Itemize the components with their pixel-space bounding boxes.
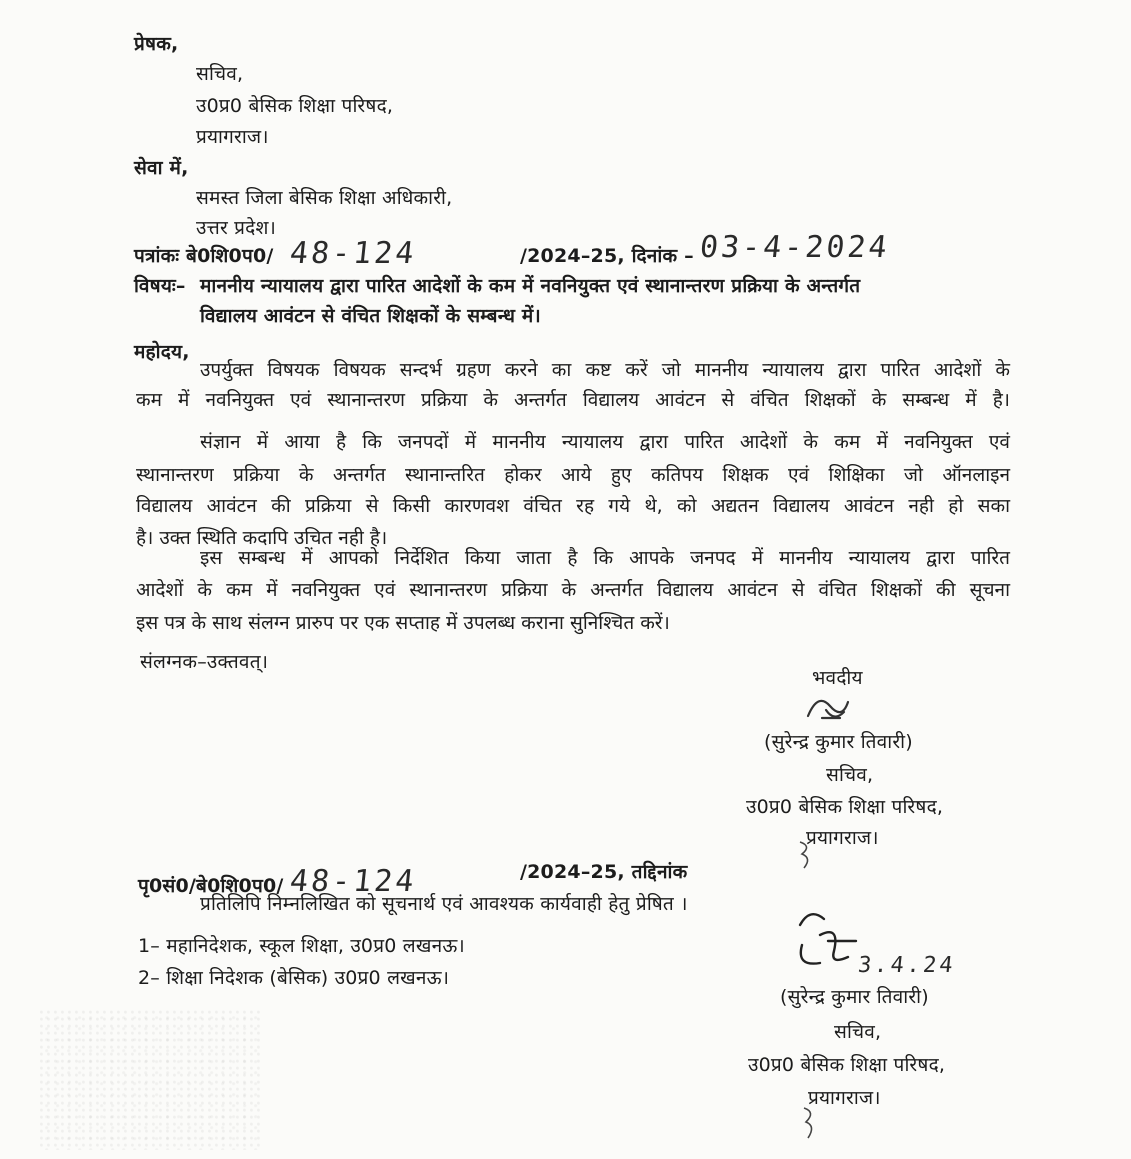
reference-number-handwritten: 48-124 <box>288 236 419 271</box>
salutation: महोदय, <box>134 341 190 363</box>
initial-mark-2 <box>800 1104 820 1142</box>
subject-label: विषयः– <box>134 275 186 297</box>
signatory1-title: सचिव, <box>826 764 874 786</box>
recipient-heading: सेवा में, <box>134 157 189 179</box>
body-para1-line2: कम में नवनियुक्त एवं स्थानान्तरण प्रक्रिया के अन्तर्गत विद्यालय आवंटन से वंचित शिक्षकों के सम्बन्ध में है। <box>136 389 1010 411</box>
signatory1-city: प्रयागराज। <box>806 827 879 849</box>
body-para1-line1: उपर्युक्त विषयक विषयक सन्दर्भ ग्रहण करने का कष्ट करें जो माननीय न्यायालय द्वारा पारित आदेशों के <box>200 359 1010 381</box>
copy-year: /2024–25, तद्दिनांक <box>520 861 688 883</box>
reference-prefix: पत्रांकः बे0शि0प0/ <box>134 245 274 267</box>
body-para2-line2: स्थानान्तरण प्रक्रिया के अन्तर्गत स्थानान्तरित होकर आये हुए कतिपय शिक्षक एवं शिक्षिका जो ऑनलाइन <box>136 464 1010 486</box>
initial-mark-1 <box>796 838 816 872</box>
copy-intro: प्रतिलिपि निम्नलिखित को सूचनार्थ एवं आवश्यक कार्यवाही हेतु प्रेषित । <box>200 893 688 915</box>
body-para2-line4: है। उक्त स्थिति कदापि उचित नही है। <box>136 527 388 549</box>
body-para3-line3: इस पत्र के साथ संलग्न प्रारुप पर एक सप्ताह में उपलब्ध कराना सुनिश्चित करें। <box>136 612 670 634</box>
signature-mark-1 <box>800 688 870 728</box>
signature-date-handwritten: 3.4.24 <box>856 953 957 978</box>
body-para3-line2: आदेशों के कम में नवनियुक्त एवं स्थानान्तरण प्रक्रिया के अन्तर्गत विद्यालय आवंटन से वंचित शिक्षकों की सूचना <box>136 579 1010 601</box>
recipient-line2: उत्तर प्रदेश। <box>196 217 276 239</box>
signatory2-city: प्रयागराज। <box>808 1087 881 1109</box>
body-para2-line3: विद्यालय आवंटन की प्रक्रिया से किसी कारणवश वंचित रह गये थे, को अद्यतन विद्यालय आवंटन नही हो सका <box>136 495 1010 517</box>
body-para2-line1: संज्ञान में आया है कि जनपदों में माननीय न्यायालय द्वारा पारित आदेशों के कम में नवनियुक्त एवं <box>200 431 1010 453</box>
subject-line2: विद्यालय आवंटन से वंचित शिक्षकों के सम्बन्ध में। <box>200 305 541 327</box>
copy-item-1: 1– महानिदेशक, स्कूल शिक्षा, उ0प्र0 लखनऊ। <box>138 935 465 957</box>
body-para3-line1: इस सम्बन्ध में आपको निर्देशित किया जाता है कि आपके जनपद में माननीय न्यायालय द्वारा पारित <box>200 547 1010 569</box>
sender-heading: प्रेषक, <box>134 33 179 55</box>
signatory2-org: उ0प्र0 बेसिक शिक्षा परिषद, <box>748 1054 946 1076</box>
sender-org: उ0प्र0 बेसिक शिक्षा परिषद, <box>196 95 394 117</box>
sender-city: प्रयागराज। <box>196 126 269 148</box>
enclosure-note: संलग्नक–उक्तवत्। <box>140 651 269 673</box>
signatory1-org: उ0प्र0 बेसिक शिक्षा परिषद, <box>746 796 944 818</box>
signatory1-name: (सुरेन्द्र कुमार तिवारी) <box>764 731 913 753</box>
recipient-line1: समस्त जिला बेसिक शिक्षा अधिकारी, <box>196 187 453 209</box>
subject-line1: माननीय न्यायालय द्वारा पारित आदेशों के कम में नवनियुक्त एवं स्थानान्तरण प्रक्रिया के अन्तर्गत <box>200 275 861 297</box>
signatory2-title: सचिव, <box>834 1021 882 1043</box>
scan-texture <box>40 1010 260 1150</box>
reference-year: /2024–25, दिनांक – <box>520 245 694 267</box>
copy-prefix: पृ0सं0/बे0शि0प0/ <box>138 875 284 897</box>
signatory2-name: (सुरेन्द्र कुमार तिवारी) <box>780 986 929 1008</box>
sender-title: सचिव, <box>196 63 244 85</box>
copy-number-handwritten: 48-124 <box>288 864 419 899</box>
closing-text: भवदीय <box>812 667 863 689</box>
reference-date-handwritten: 03-4-2024 <box>698 230 892 265</box>
copy-item-2: 2– शिक्षा निदेशक (बेसिक) उ0प्र0 लखनऊ। <box>138 967 450 989</box>
